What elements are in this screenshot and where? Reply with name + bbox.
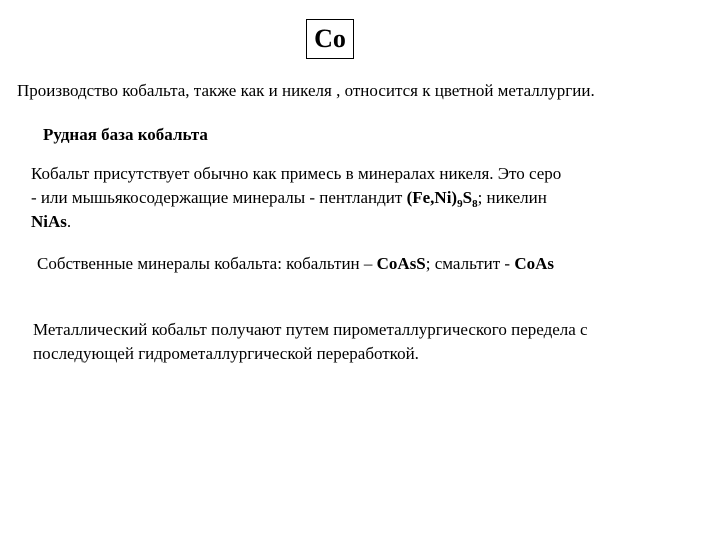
pentlandite-formula: $(Fe,Ni)_9S_8$ — [406, 188, 478, 210]
own-minerals-middle: ; смальтит - — [425, 254, 515, 273]
smaltite-formula: CoAs — [514, 254, 554, 273]
ore-base-line-1: Кобальт присутствует обычно как примесь в минералах никеля. Это серо — [31, 164, 562, 183]
production-paragraph — [33, 318, 703, 366]
own-minerals-paragraph — [37, 253, 554, 275]
own-minerals-prefix: Собственные минералы кобальта: кобальтин – — [37, 254, 377, 273]
ore-base-line-2-prefix: - или мышьякосодержащие минералы - пентландит — [31, 188, 407, 207]
production-line-1: Металлический кобальт получают путем пирометаллургического передела с — [33, 320, 588, 339]
element-symbol-box — [306, 19, 354, 59]
ore-base-heading: Рудная база кобальта — [43, 125, 208, 144]
ore-base-paragraph — [31, 162, 691, 234]
production-line-2: последующей гидрометаллургической переработкой. — [33, 344, 419, 363]
ore-base-line-2 — [31, 186, 691, 210]
cobaltite-formula: CoAsS — [376, 254, 426, 273]
ore-base-line-3: NiAs. — [31, 212, 72, 231]
element-symbol: Co — [314, 24, 346, 53]
nickeline-formula: NiAs — [31, 212, 67, 231]
intro-paragraph: Производство кобальта, также как и никеля , относится к цветной металлургии. — [17, 81, 595, 100]
ore-base-line-2-suffix: ; никелин — [477, 188, 547, 207]
